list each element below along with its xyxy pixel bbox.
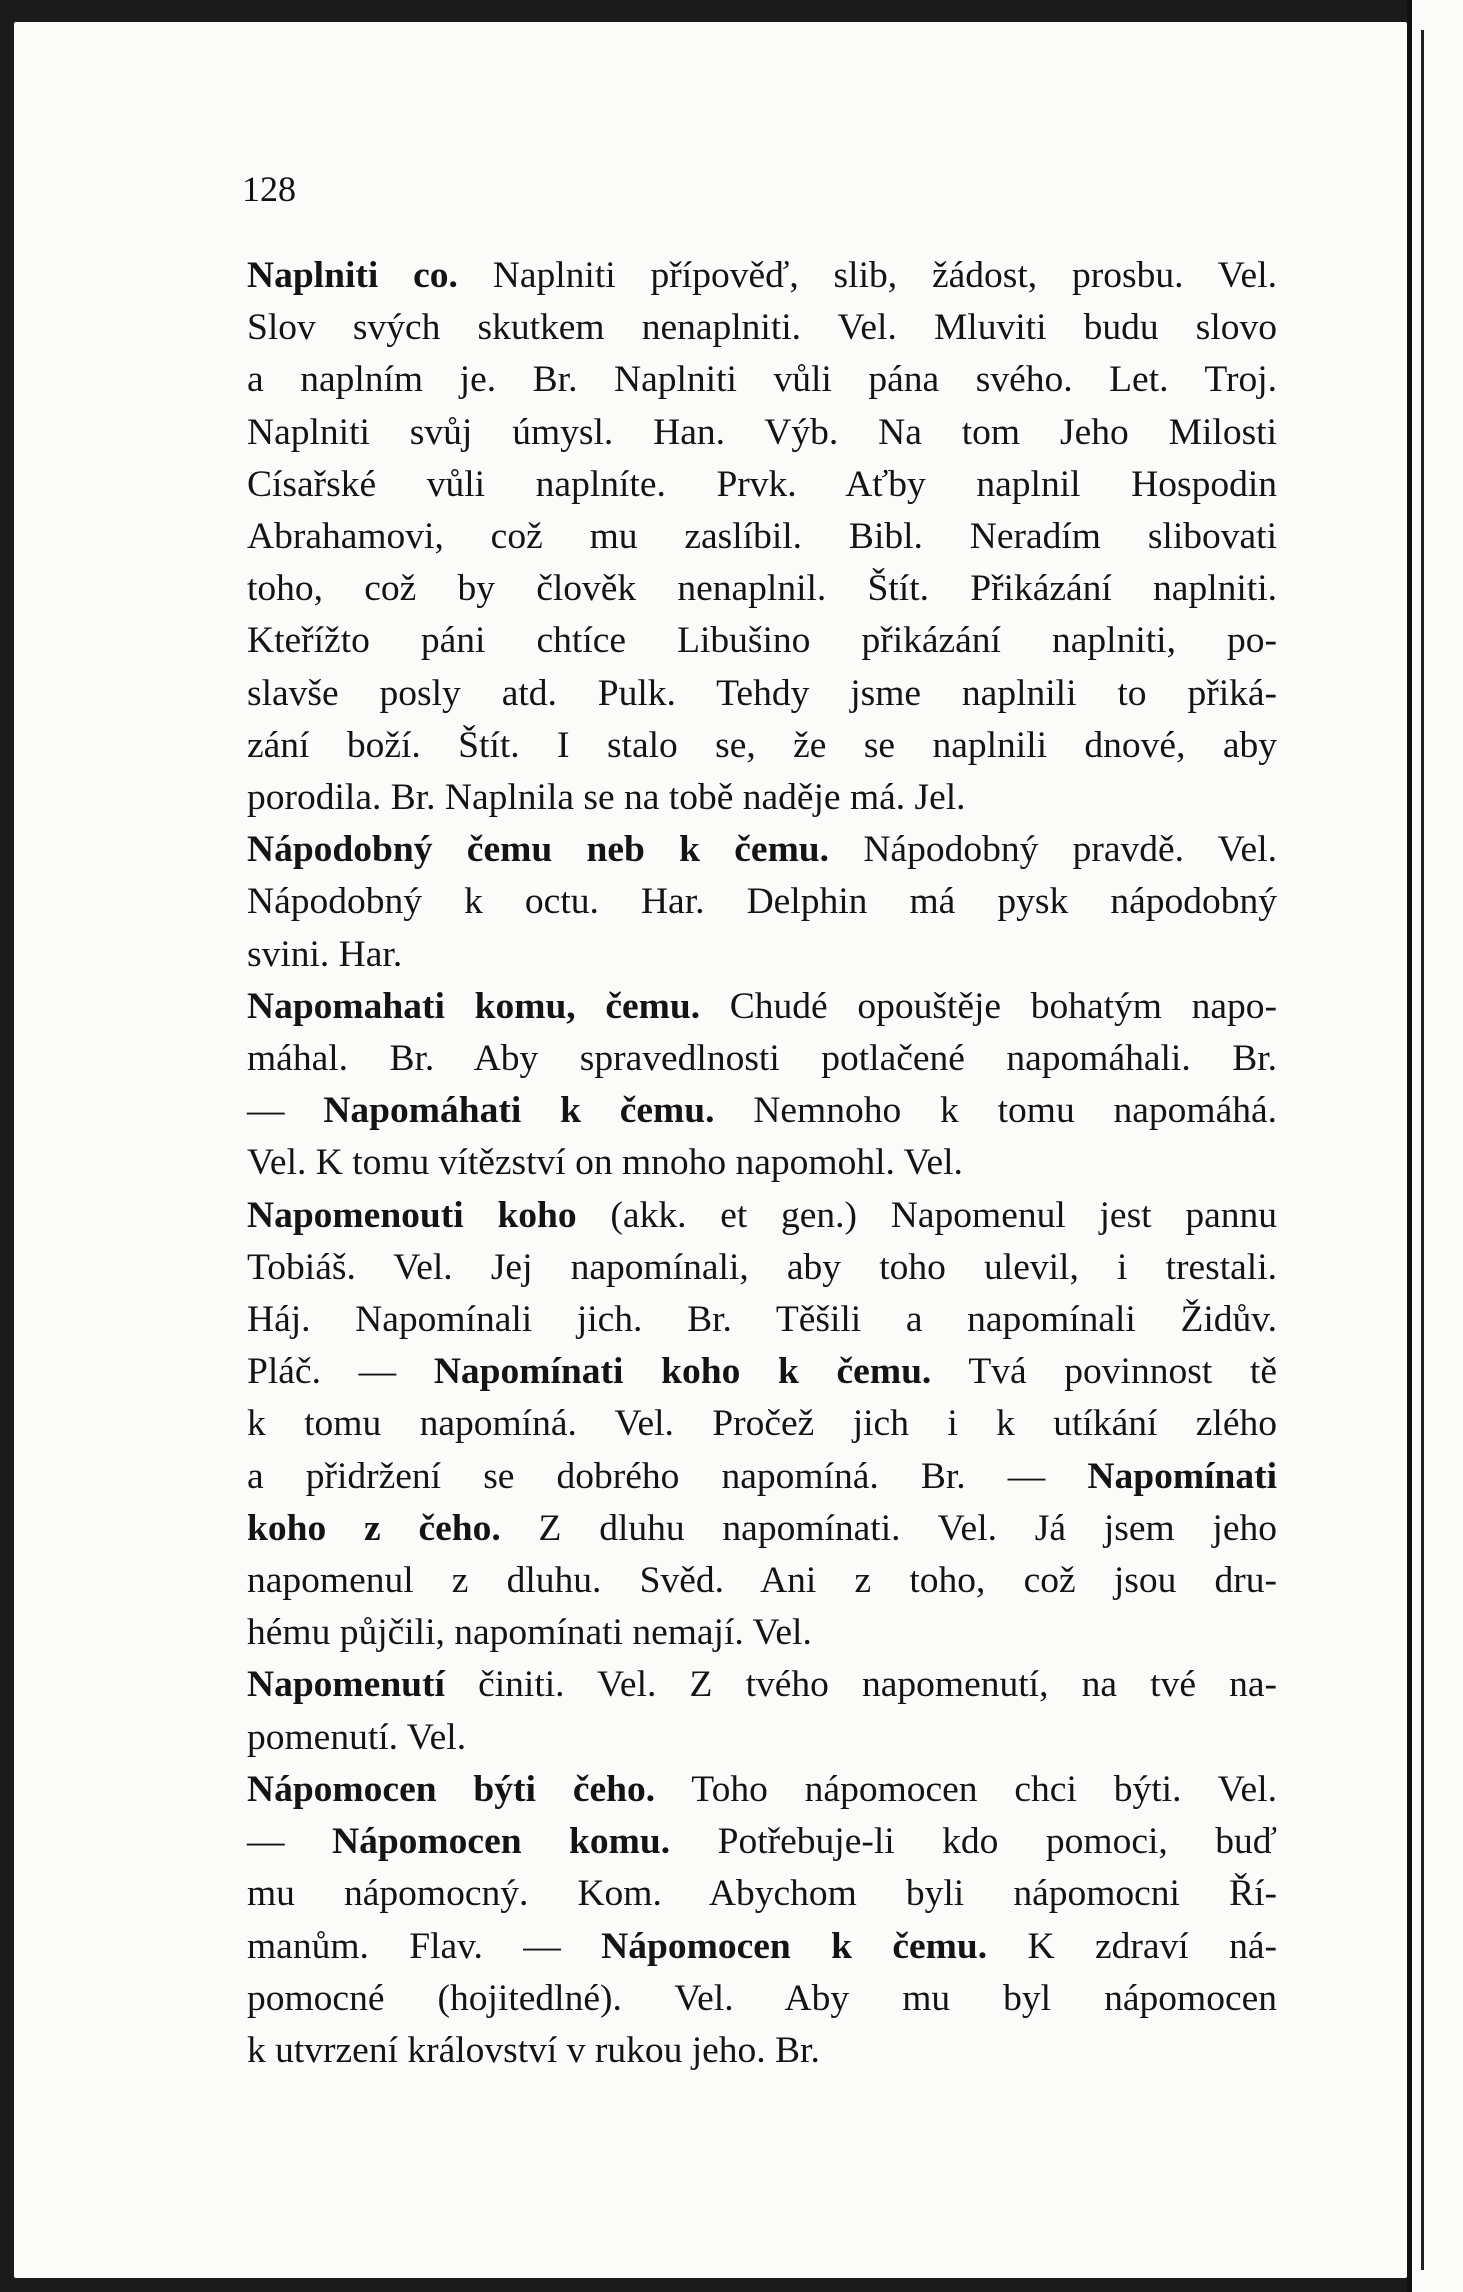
headword: Nápomocen k čemu. (601, 1925, 988, 1967)
headword: Napomínati koho k čemu. (433, 1351, 932, 1393)
line-text: slavše posly atd. Pulk. Tehdy jsme naplnili to přiká- (247, 672, 1277, 714)
headword: Napomínati (1087, 1455, 1277, 1497)
line-text: Císařské vůli naplníte. Prvk. Aťby naplnil Hospodin (247, 463, 1277, 505)
line-text: toho, což by člověk nenaplnil. Štít. Přikázání naplniti. (247, 568, 1277, 610)
headword: Napomahati komu, čemu. (247, 985, 701, 1027)
text-line (247, 772, 1277, 824)
text-line (247, 563, 1277, 615)
text-line (247, 1868, 1277, 1920)
text-line (247, 981, 1277, 1033)
dictionary-entry (247, 1659, 1277, 1763)
line-text: hému půjčili, napomínati nemají. Vel. (247, 1612, 812, 1654)
line-text: — (247, 1821, 332, 1863)
text-line (247, 1816, 1277, 1868)
text-line (247, 459, 1277, 511)
text-line (247, 1503, 1277, 1555)
line-text: svini. Har. (247, 933, 403, 975)
next-page-edge (1407, 0, 1463, 2292)
dictionary-entry (247, 1190, 1277, 1660)
text-line (247, 1973, 1277, 2025)
line-text: k tomu napomíná. Vel. Pročež jich i k utíkání zlého (247, 1403, 1277, 1445)
line-text: (akk. et gen.) Napomenul jest pannu (576, 1194, 1277, 1236)
line-text: máhal. Br. Aby spravedlnosti potlačené napomáhali. Br. (247, 1038, 1277, 1080)
text-line (247, 668, 1277, 720)
page-number: 128 (242, 169, 296, 209)
headword: Napomenutí (247, 1664, 445, 1706)
line-text: Abrahamovi, což mu zaslíbil. Bibl. Neradím slibovati (247, 516, 1277, 558)
line-text: Toho nápomocen chci býti. Vel. (655, 1768, 1277, 1810)
line-text: pomocné (hojitedlné). Vel. Aby mu byl nápomocen (247, 1977, 1277, 2019)
line-text: Pláč. — (247, 1351, 434, 1393)
line-text: Vel. K tomu vítězství on mnoho napomohl. Vel. (247, 1142, 963, 1184)
line-text: Potřebuje-li kdo pomoci, buď (670, 1821, 1277, 1863)
line-text: porodila. Br. Naplnila se na tobě naděje má. Jel. (247, 777, 966, 819)
book-page (14, 22, 1407, 2278)
line-text: Chudé opouštěje bohatým napo- (700, 985, 1277, 1027)
dictionary-text (247, 250, 1277, 2077)
line-text: činiti. Vel. Z tvého napomenutí, na tvé na- (444, 1664, 1277, 1706)
line-text: a naplním je. Br. Naplniti vůli pána svého. Let. Troj. (247, 359, 1277, 401)
text-line (247, 1137, 1277, 1189)
text-line (247, 1033, 1277, 1085)
line-text: Slov svých skutkem nenaplniti. Vel. Mluviti budu slovo (247, 307, 1277, 349)
dictionary-entry (247, 250, 1277, 824)
line-text: Kteřížto páni chtíce Libušino přikázání naplniti, po- (247, 620, 1277, 662)
line-text: K zdraví ná- (987, 1925, 1277, 1967)
line-text: napomenul z dluhu. Svěd. Ani z toho, což jsou dru- (247, 1560, 1277, 1602)
headword: Nápomocen komu. (332, 1821, 671, 1863)
page-gutter (1407, 0, 1412, 2292)
dictionary-entry (247, 1764, 1277, 2077)
line-text: manům. Flav. — (247, 1925, 602, 1967)
line-text: Nemnoho k tomu napomáhá. (714, 1090, 1277, 1132)
line-text: Háj. Napomínali jich. Br. Těšili a napomínali Židův. (247, 1299, 1277, 1341)
text-line (247, 1242, 1277, 1294)
line-text: Z dluhu napomínati. Vel. Já jsem jeho (500, 1507, 1277, 1549)
line-text: zání boží. Štít. I stalo se, že se naplnili dnové, aby (247, 724, 1277, 766)
text-line (247, 929, 1277, 981)
text-line (247, 1451, 1277, 1503)
text-line (247, 1085, 1277, 1137)
text-line (247, 407, 1277, 459)
text-line (247, 250, 1277, 302)
headword: Napomáhati k čemu. (323, 1090, 715, 1132)
line-text: Nápodobný k octu. Har. Delphin má pysk nápodobný (247, 881, 1277, 923)
text-line (247, 615, 1277, 667)
text-line (247, 354, 1277, 406)
headword: Naplniti co. (247, 255, 458, 296)
line-text: Tvá povinnost tě (931, 1351, 1277, 1393)
line-text: pomenutí. Vel. (247, 1716, 467, 1758)
text-line (247, 720, 1277, 772)
headword: Napomenouti koho (247, 1194, 577, 1236)
line-text: k utvrzení království v rukou jeho. Br. (247, 2029, 820, 2071)
line-text: Nápodobný pravdě. Vel. (829, 829, 1277, 871)
text-line (247, 1398, 1277, 1450)
line-text: Naplniti přípověď, slib, žádost, prosbu. Vel. (457, 255, 1277, 296)
text-line (247, 1659, 1277, 1711)
text-line (247, 1294, 1277, 1346)
text-line (247, 511, 1277, 563)
text-line (247, 876, 1277, 928)
text-line (247, 1607, 1277, 1659)
line-text: mu nápomocný. Kom. Abychom byli nápomocni Ří- (247, 1873, 1277, 1915)
dictionary-entry (247, 981, 1277, 1190)
text-line (247, 1764, 1277, 1816)
line-text: Tobiáš. Vel. Jej napomínali, aby toho ulevil, i trestali. (247, 1246, 1277, 1288)
page-border-line (1421, 30, 1424, 2270)
text-line (247, 824, 1277, 876)
headword: koho z čeho. (247, 1507, 501, 1549)
text-line (247, 1555, 1277, 1607)
text-line (247, 302, 1277, 354)
text-line (247, 1712, 1277, 1764)
text-line (247, 2025, 1277, 2077)
line-text: — (247, 1090, 324, 1132)
line-text: a přidržení se dobrého napomíná. Br. — (247, 1455, 1088, 1497)
dictionary-entry (247, 824, 1277, 981)
text-line (247, 1346, 1277, 1398)
text-line (247, 1190, 1277, 1242)
headword: Nápomocen býti čeho. (247, 1768, 656, 1810)
line-text: Naplniti svůj úmysl. Han. Výb. Na tom Jeho Milosti (247, 411, 1277, 453)
text-line (247, 1921, 1277, 1973)
headword: Nápodobný čemu neb k čemu. (247, 829, 830, 871)
